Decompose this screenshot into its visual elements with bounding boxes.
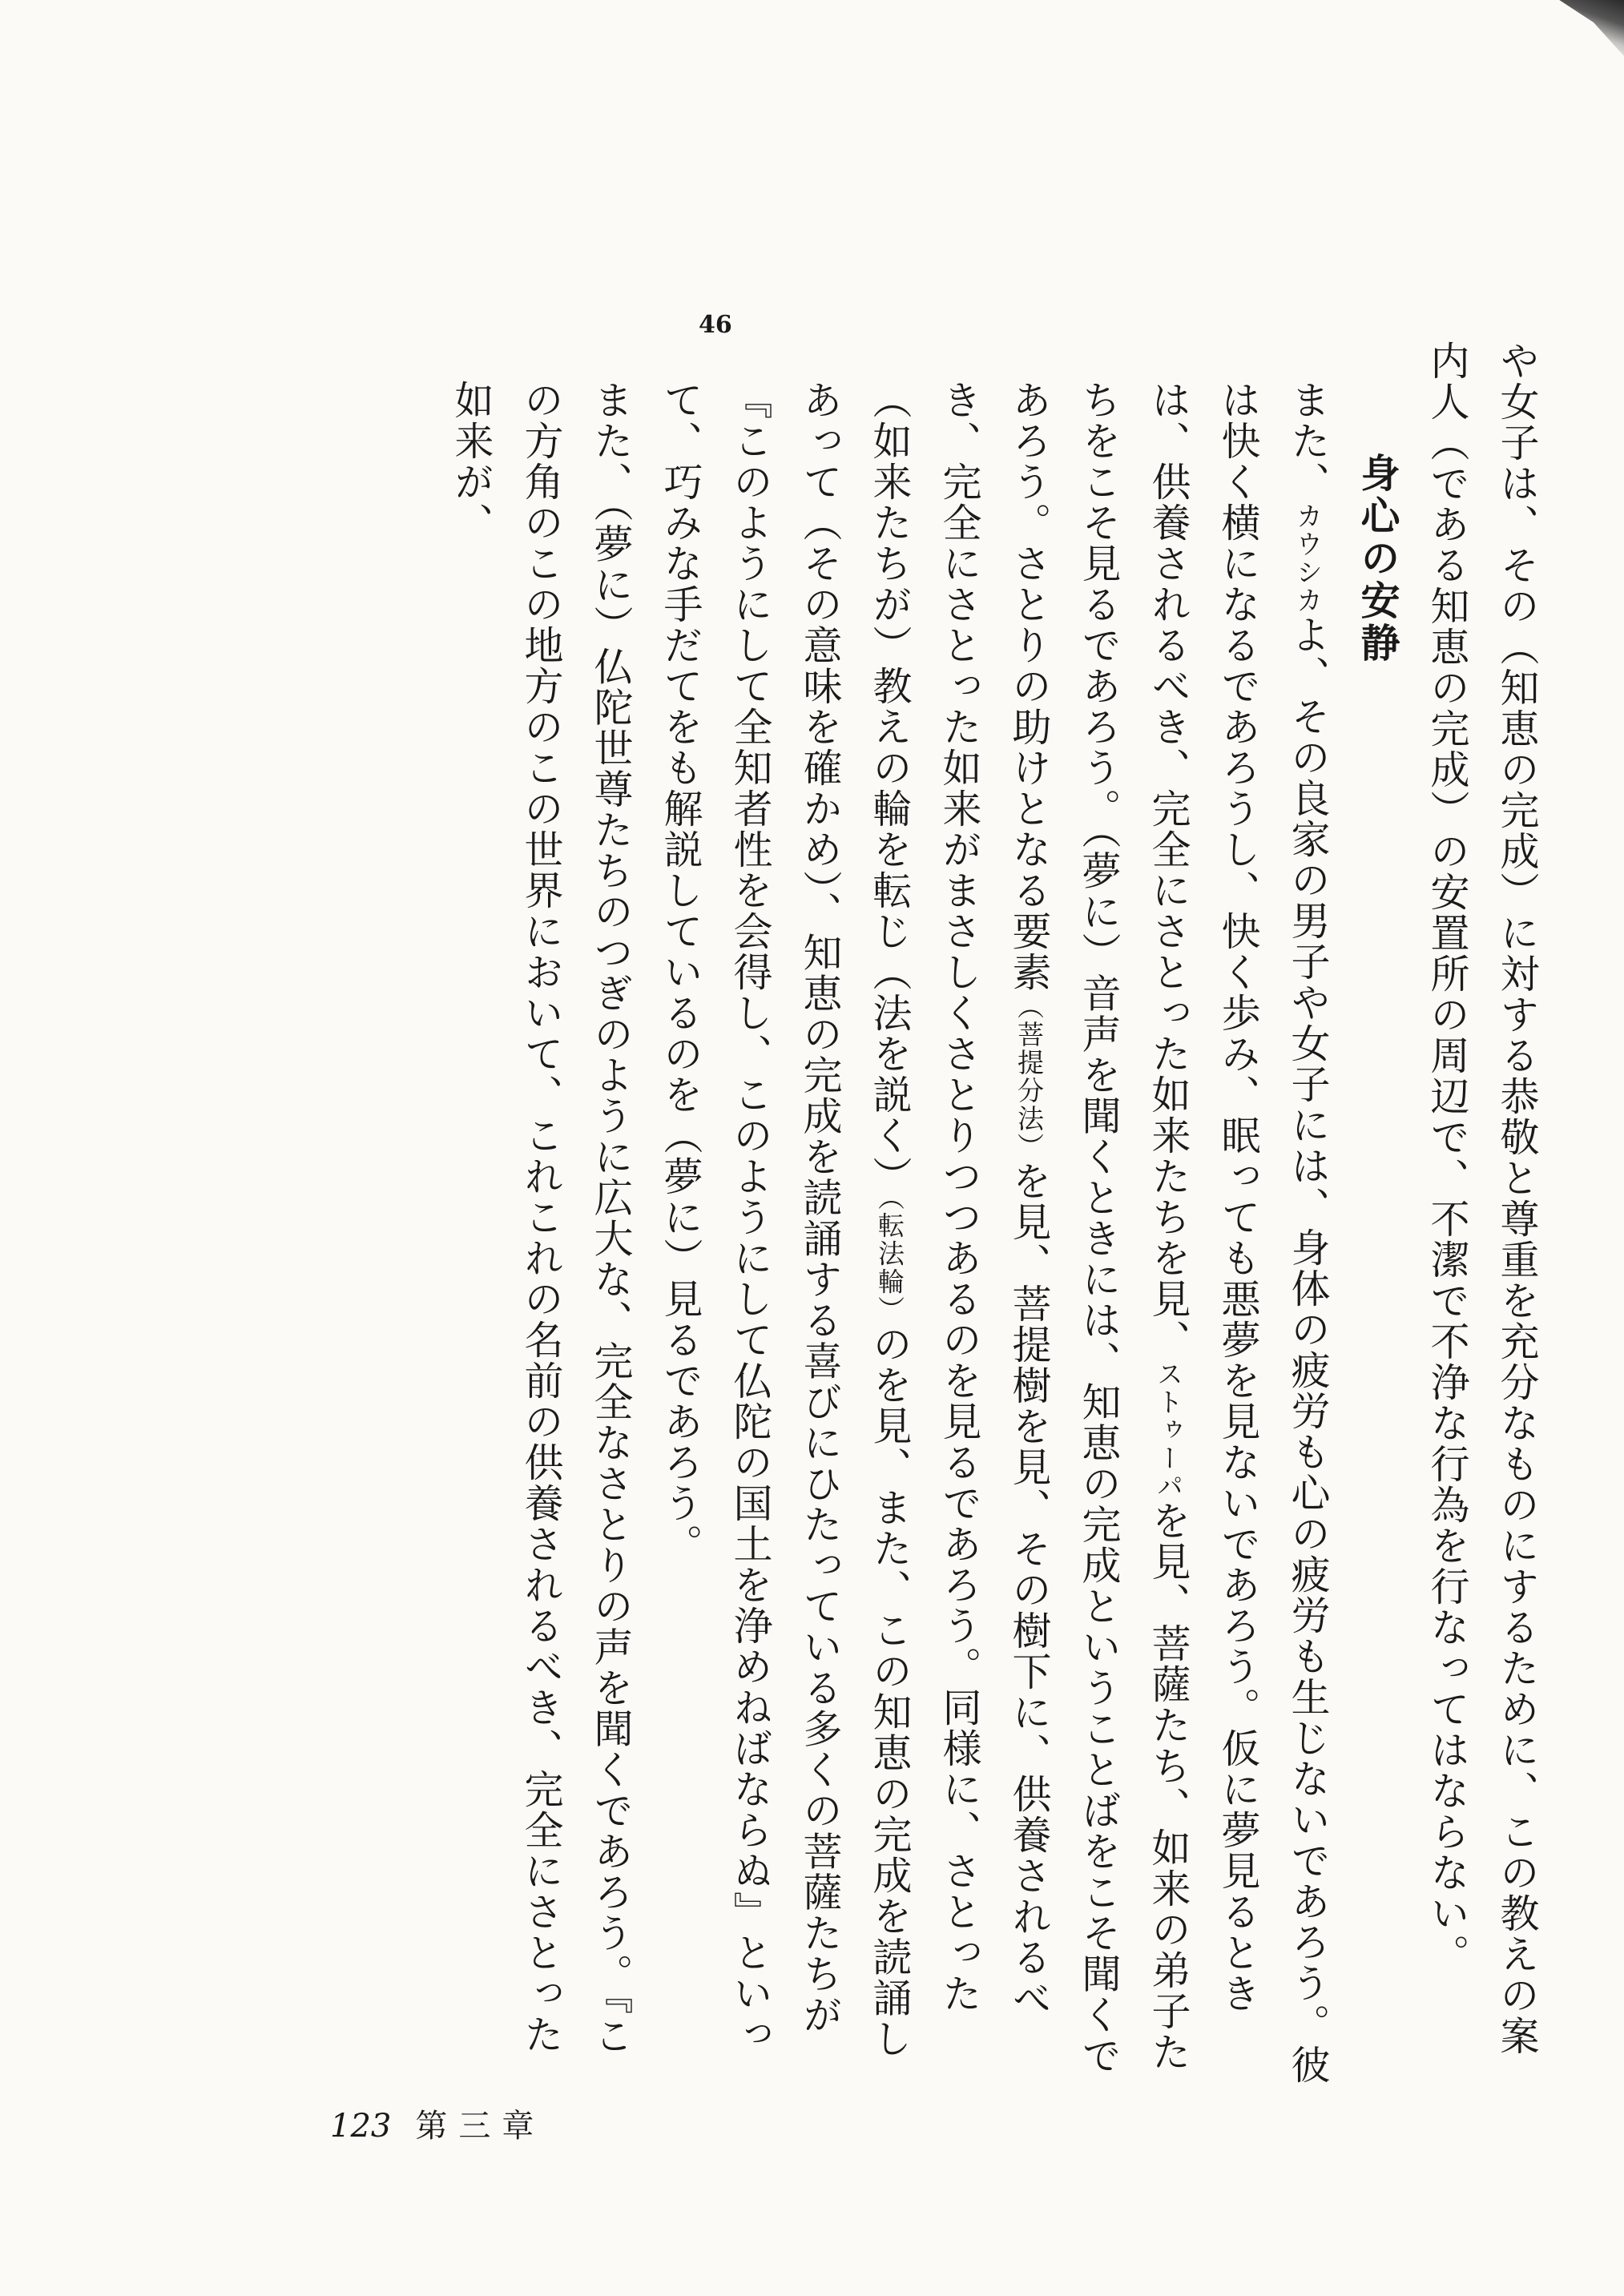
annotation-dharma-wheel: （転法輪） (874, 1197, 905, 1324)
paragraph-main (646, 340, 1343, 2087)
paragraph-text: のを見、また、この知恵の完成を読誦しあって（その意味を確かめ）、知恵の完成を読誦する喜びにひたっている多くの菩薩たちが『このようにして全知者性を会得し、このようにして仏陀の国土を浄めねばならぬ』といって、巧みな手だてをも解説しているのを（夢に）見るであろう。 (658, 380, 913, 2060)
paragraph-text: また、 (1285, 380, 1331, 502)
paragraph-text: を見、菩薩たち、如来の弟子たちをこそ見るであろう。（夢に）音声を聞くときには、知恵の完成ということばをこそ聞くであろう。さとりの助けとなる要素 (1006, 380, 1191, 2076)
page-footer (330, 2101, 545, 2146)
paragraph-dream-voice: また、（夢に）仏陀世尊たちのつぎのように広大な、完全なさとりの声を聞くであろう。『この方角のこの地方のこの世界において、これこれの名前の供養されるべき、完全にさとった如来が、 (449, 380, 634, 2056)
paragraph-continuation: や女子は、その（知恵の完成）に対する恭敬と尊重を充分なものにするために、この教えの案内人（である知恵の完成）の安置所の周辺で、不潔で不浄な行為を行なってはならない。 (1425, 340, 1540, 2056)
paragraph-text: よ、その良家の男子や女子には、身体の疲労も心の疲労も生じないであろう。彼は快く横になるであろうし、快く歩み、眠っても悪夢を見ないであろう。仮に夢見るときは、供養されるべき、完全にさとった如来たちを見、 (1146, 380, 1331, 2085)
vertical-text-block (150, 340, 1552, 2087)
scan-edge-artifact (1548, 0, 1624, 56)
verse-number: 46 (699, 311, 732, 339)
chapter-label: 第三章 (415, 2108, 546, 2145)
page-number: 123 (330, 2108, 392, 2145)
annotation-bodhi: （菩提分法） (1013, 993, 1045, 1161)
paragraph-text: を見、菩提樹を見、その樹下に、供養されるべき、完全にさとった如来がまさしくさとりつつあるのを見るであろう。同様に、さとった（如来たちが）教えの輪を転じ（法を説く） (867, 380, 1052, 2019)
ruby-stupa: ストゥーパ (1153, 1360, 1184, 1500)
section-heading: 身心の安静 (1355, 453, 1401, 665)
ruby-kausika: カウシカ (1292, 502, 1324, 614)
